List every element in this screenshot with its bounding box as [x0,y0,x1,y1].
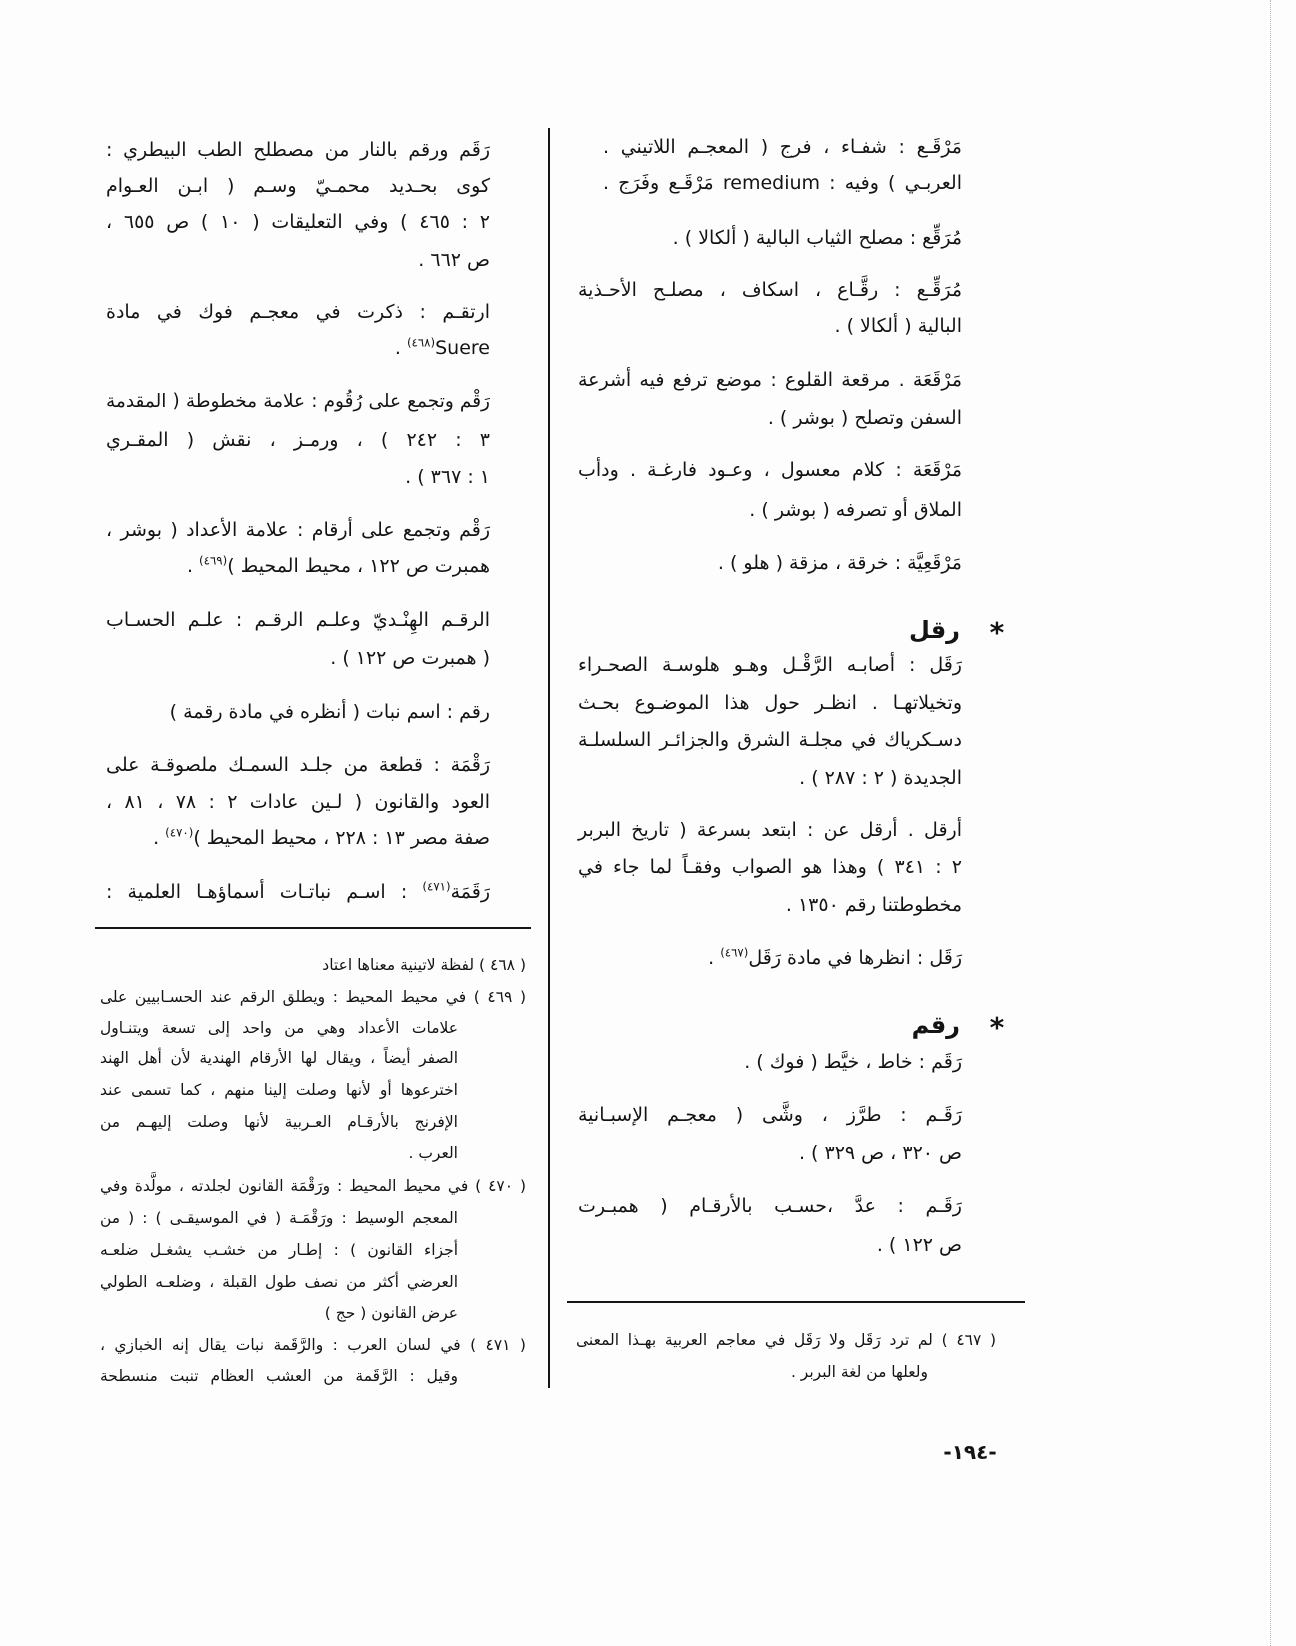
footnote-line: العرب . [408,1144,458,1162]
entry-line: العربـي ) وفيه : remedium مَرْقَـع وفَرَج . [603,172,962,194]
footnote-text: في لسان العرب : والرَّقَمة نبات يقال إنه الخبازي ، [100,1336,461,1354]
footnote-text: في محيط المحيط : ورَقْمَة القانون لجلدته ، مولَّدة وفي [100,1177,469,1195]
footnote-line [576,1327,996,1353]
footnote-line: وقيل : الرَّقَمة من العشب العظام تنبت منسطحة [100,1367,458,1385]
entry-line: البالية ( ألكالا ) . [834,315,962,337]
entry-line: الملاق أو تصرفه ( بوشر ) . [749,499,962,521]
footnote-rule [567,1301,1025,1303]
footnote-line: الإفرنج بالأرقـام العـربية لأنها وصلت إليهـم من [100,1113,458,1131]
footnote-line [100,1173,526,1199]
entry-line [106,877,490,907]
footnote-ref: (٤٧٠) [165,825,194,840]
footnote-line: أجزاء القانون ) : إطـار من خشـب يشغـل ضلعـه [100,1241,458,1259]
entry-line: العود والقانون ( لـين عادات ٢ : ٧٨ ، ٨١ ، [106,791,490,813]
footnote-number: ( ٤٧٠ ) [475,1177,526,1195]
footnote-ref: (٤٦٨) [406,335,436,350]
entry-line: أرقل . أرقل عن : ابتعد بسرعة ( تاريخ البربر [578,819,962,841]
entry-line: ( همبرت ص ١٢٢ ) . [330,647,490,669]
entry-text: رَقَل : انظرها في مادة رَقَل [748,947,962,969]
entry-line [578,943,962,973]
entry-line: مَرْقَعَة : كلام معسول ، وعـود فارغـة . ودأب [578,459,962,481]
entry-line: رَقَم ورقم بالنار من مصطلح الطب البيطري : [106,139,490,161]
entry-line: الجديدة ( ٢ : ٢٨٧ ) . [799,767,962,789]
entry-line [106,551,490,581]
entry-line: مَرْقَعَة . مرقعة القلوع : موضع ترفع فيه أشرعة [578,369,962,391]
entry-text: رَقَمَة [450,881,490,903]
entry-line: ص ٣٢٠ ، ص ٣٢٩ ) . [798,1142,962,1164]
latin-term: Suere [435,337,490,359]
footnote-line: المعجم الوسيط : ورَقْمَـة ( في الموسيقـى ) : ( من [100,1209,458,1227]
footnote-number: ( ٤٦٨ ) [479,956,526,974]
entry-line: رَقَـم : عدَّ ،حسـب بالأرقـام ( همبـرت [578,1195,962,1217]
column-divider [548,128,550,1388]
section-marker-asterisk: * [989,616,1005,649]
entry-line: مُرَقِّـع : رقَّـاع ، اسكاف ، مصلـح الأحـذية [578,279,962,301]
entry-line: مُرَقِّع : مصلح الثياب البالية ( ألكالا ) . [672,227,962,249]
entry-line [106,823,490,853]
entry-line: ارتقـم : ذكرت في معجـم فوك في مادة [106,301,490,323]
section-heading: رقل [909,616,960,644]
entry-line: رَقَـم : طرَّز ، وشَّى ( معجـم الإسبـانية [578,1104,962,1126]
footnote-ref: (٤٧١) [422,879,451,894]
footnote-line [100,952,526,978]
footnote-line [100,1332,526,1358]
footnote-line: اخترعوها أو لأنها وصلت إلينا منهم ، كما تسمى عند [100,1081,458,1099]
entry-text: . [394,337,407,359]
entry-text: . [708,947,721,969]
scan-edge-line [1270,0,1271,1646]
footnote-number: ( ٤٦٧ ) [941,1331,997,1349]
entry-line: مَرْقَعِيَّة : خرقة ، مزقة ( هلو ) . [717,552,962,574]
footnote-line: العرضي أكثر من نصف طول القبلة ، وضلعـه الطولي [100,1273,458,1291]
entry-line: ص ١٢٢ ) . [876,1234,962,1256]
footnote-line: ولعلها من لغة البربر . [790,1363,928,1381]
entry-line: مخطوطتنا رقم ١٣٥٠ . [785,894,962,916]
footnote-text: لفظة لاتينية معناها اعتاد [322,956,475,974]
entry-line: وتخيلاتهـا . انظـر حول هذا الموضـوع بحـث [578,692,962,714]
entry-text: همبرت ص ١٢٢ ، محيط المحيط ) [227,555,490,577]
footnote-line: الصفر أيضاً ، ويقال لها الأرقام الهندية لأن أهل الهند [100,1049,458,1067]
footnote-ref: (٤٦٧) [720,945,749,960]
entry-text: . [186,555,200,577]
section-marker-asterisk: * [989,1011,1005,1044]
entry-line: ٣ : ٢٤٢ ) ، ورمـز ، نقش ( المقـري [106,429,491,451]
footnote-line [100,984,526,1010]
entry-line: ص ٦٦٢ . [418,249,490,271]
footnote-number: ( ٤٧١ ) [470,1336,526,1354]
entry-line: كوى بحـديد محمـيّ وسـم ( ابـن العـوام [106,175,490,197]
page-number: -١٩٤- [943,1440,997,1464]
section-heading: رقم [911,1011,960,1039]
entry-line: رَقْمَة : قطعة من جلـد السمـك ملصوقـة على [106,754,490,776]
entry-line: رَقَل : أصابـه الرَّقْـل وهـو هلوسـة الصحـراء [578,654,962,676]
entry-line: الرقـم الهِنْـديّ وعلـم الرقـم : علـم الحسـاب [106,609,490,631]
entry-text: صفة مصر ١٣ : ٢٢٨ ، محيط المحيط ) [193,827,490,849]
entry-line: ٢ : ٣٤١ ) وهذا هو الصواب وفقـاً لما جاء في [578,856,962,878]
entry-line: ٢ : ٤٦٥ ) وفي التعليقات ( ١٠ ) ص ٦٥٥ ، [106,211,490,233]
footnote-text: في محيط المحيط : ويطلق الرقم عند الحسـابيين على [100,988,467,1006]
entry-line: رَقْم وتجمع على رُقُوم : علامة مخطوطة ( المقدمة [106,391,490,412]
footnote-line: علامات الأعداد وهي من واحد إلى تسعة ويتنـاول [100,1019,458,1037]
entry-line: ١ : ٣٦٧ ) . [405,466,490,488]
entry-line [106,333,490,363]
footnote-line: عرض القانون ( حج ) [324,1304,458,1322]
footnote-number: ( ٤٦٩ ) [473,988,526,1006]
entry-line: دسـكرياك في مجلـة الشرق والجزائـر السلسلـة [578,729,962,751]
entry-line: مَرْقَـع : شفـاء ، فرج ( المعجـم اللاتيني . [603,136,962,158]
entry-line: رَقْم وتجمع على أرقام : علامة الأعداد ( بوشر ، [106,519,490,541]
entry-text: : اسـم نباتـات أسماؤهـا العلمية : [106,881,423,903]
entry-line: السفن وتصلح ( بوشر ) . [767,407,962,429]
footnote-text: لم ترد رَقَل ولا رَقَل في معاجم العربية بهـذا المعنى [576,1331,933,1349]
footnote-ref: (٤٦٩) [199,553,228,568]
entry-line: رقم : اسم نبات ( أنظره في مادة رقمة ) [169,701,490,723]
entry-line: رَقَم : خاط ، خيَّط ( فوك ) . [744,1051,962,1073]
footnote-rule [95,927,531,929]
entry-text: . [153,827,166,849]
